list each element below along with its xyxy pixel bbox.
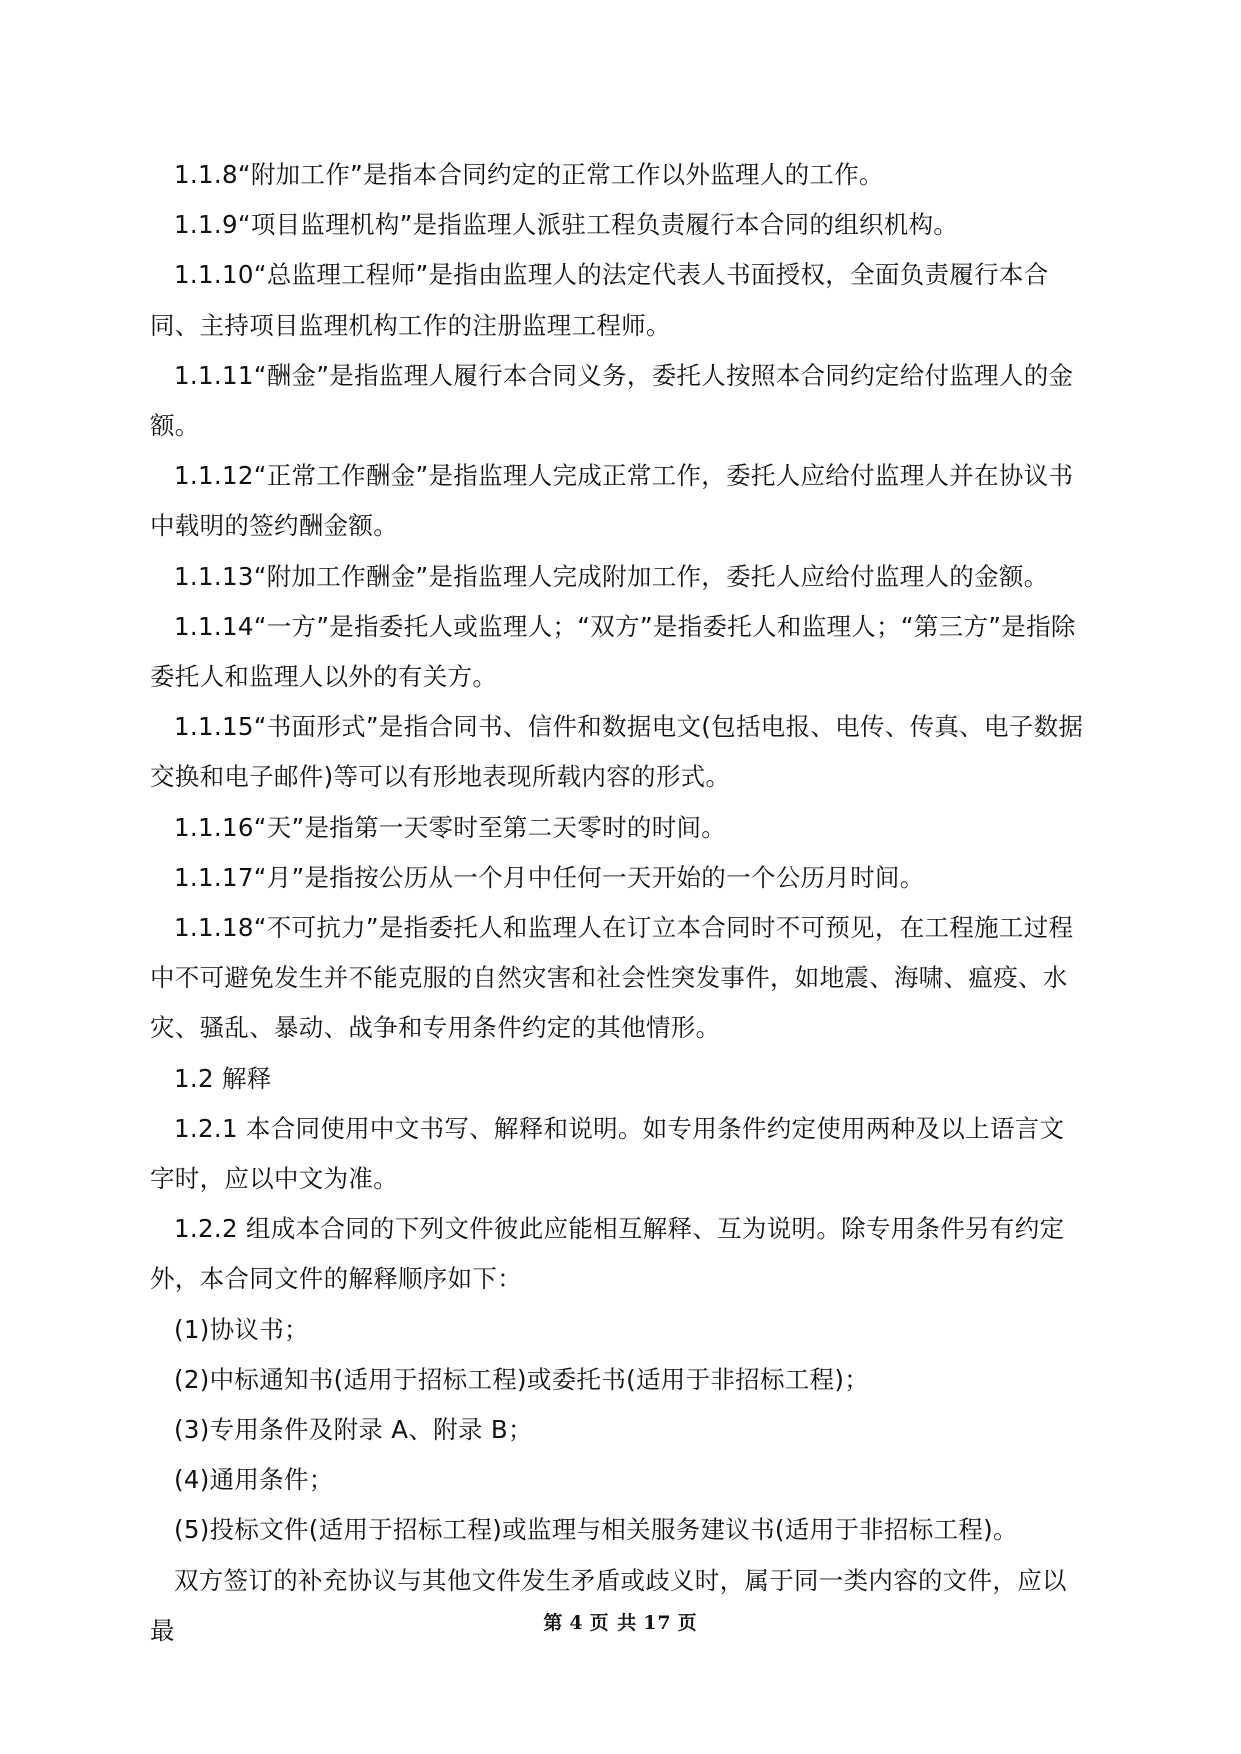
list-item-3: (3)专用条件及附录 A、附录 B； bbox=[174, 1415, 533, 1445]
clause-1-2-1: 1.2.1 本合同使用中文书写、解释和说明。如专用条件约定使用两种及以上语言文字时，应以中文为准。 bbox=[150, 1113, 1065, 1194]
clause-1-1-12: 1.1.12“正常工作酬金”是指监理人完成正常工作，委托人应给付监理人并在协议书中载明的签约酬金额。 bbox=[150, 461, 1074, 541]
list-item-5: (5)投标文件(适用于招标工程)或监理与相关服务建议书(适用于非招标工程)。 bbox=[174, 1515, 1018, 1545]
footer-suffix: 页 bbox=[677, 1612, 698, 1634]
section-heading-1-2: 1.2 解释 bbox=[174, 1063, 272, 1093]
clause-1-1-15: 1.1.15“书面形式”是指合同书、信件和数据电文(包括电报、电传、传真、电子数据交换和电子邮件)等可以有形地表现所载内容的形式。 bbox=[150, 712, 1084, 792]
list-item-4: (4)通用条件； bbox=[174, 1465, 334, 1495]
clause-1-1-13: 1.1.13“附加工作酬金”是指监理人完成附加工作，委托人应给付监理人的金额。 bbox=[174, 561, 1049, 591]
list-item-2: (2)中标通知书(适用于招标工程)或委托书(适用于非招标工程)； bbox=[174, 1364, 870, 1394]
clause-1-2-2: 1.2.2 组成本合同的下列文件彼此应能相互解释、互为说明。除专用条件另有约定外，本合同文件的解释顺序如下： bbox=[150, 1214, 1065, 1294]
footer-prefix: 第 bbox=[543, 1612, 564, 1634]
clause-1-1-11: 1.1.11“酬金”是指监理人履行本合同义务，委托人按照本合同约定给付监理人的金额。 bbox=[150, 360, 1074, 441]
list-item-1: (1)协议书； bbox=[174, 1314, 309, 1344]
clause-1-1-16: 1.1.16“天”是指第一天零时至第二天零时的时间。 bbox=[174, 812, 727, 842]
clause-1-1-17: 1.1.17“月”是指按公历从一个月中任何一天开始的一个公历月时间。 bbox=[174, 862, 925, 892]
contract-body bbox=[150, 150, 1085, 1656]
footer-middle: 页 共 bbox=[589, 1612, 638, 1634]
footer-page-number: 4 bbox=[569, 1612, 584, 1634]
closing-paragraph: 双方签订的补充协议与其他文件发生矛盾或歧义时，属于同一类内容的文件，应以最 bbox=[150, 1565, 1067, 1645]
clause-1-1-8: 1.1.8“附加工作”是指本合同约定的正常工作以外监理人的工作。 bbox=[174, 160, 884, 189]
clause-1-1-18: 1.1.18“不可抗力”是指委托人和监理人在订立本合同时不可预见，在工程施工过程中不可避免发生并不能克服的自然灾害和社会性突发事件，如地震、海啸、瘟疫、水灾、骚乱、暴动、战争和专用条件约定的其他情形。 bbox=[150, 913, 1074, 1043]
clause-1-1-10: 1.1.10“总监理工程师”是指由监理人的法定代表人书面授权，全面负责履行本合同、主持项目监理机构工作的注册监理工程师。 bbox=[150, 260, 1049, 340]
page-footer bbox=[0, 1608, 1241, 1635]
clause-1-1-14: 1.1.14“一方”是指委托人或监理人；“双方”是指委托人和监理人；“第三方”是指除委托人和监理人以外的有关方。 bbox=[150, 611, 1076, 692]
footer-total-pages: 17 bbox=[643, 1612, 672, 1634]
clause-1-1-9: 1.1.9“项目监理机构”是指监理人派驻工程负责履行本合同的组织机构。 bbox=[174, 210, 959, 240]
